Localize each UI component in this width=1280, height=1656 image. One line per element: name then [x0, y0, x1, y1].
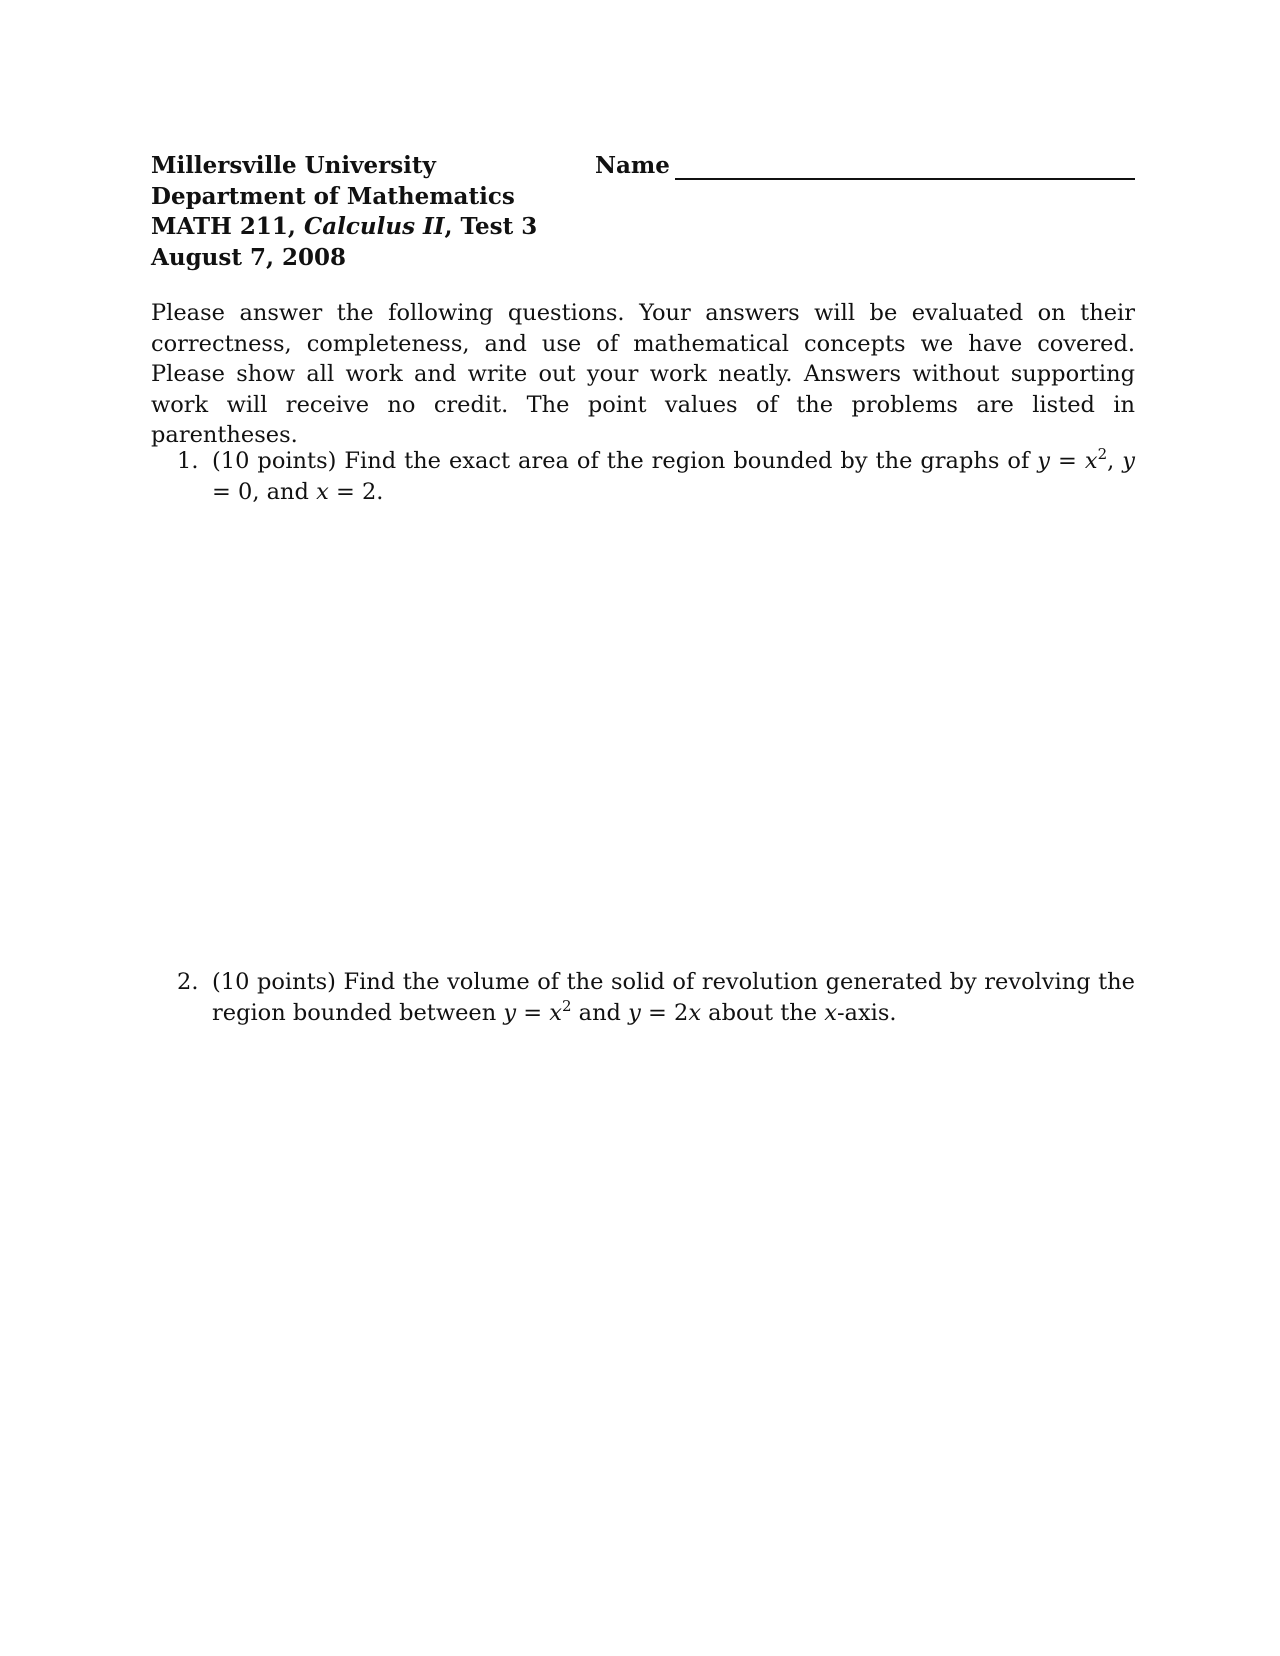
problem-text-part: (10 points) Find the exact area of the region bounded by the graphs of — [212, 448, 1038, 474]
math-operator: = 0, — [212, 478, 260, 505]
problem-number: 1. — [177, 448, 199, 474]
problem-text-part: about the — [701, 999, 825, 1026]
name-label: Name — [595, 152, 670, 179]
math-variable: y — [628, 999, 641, 1026]
math-exponent: 2 — [561, 996, 572, 1015]
math-variable: x — [824, 999, 837, 1026]
math-variable: x — [316, 478, 329, 505]
math-operator: = — [516, 999, 550, 1026]
course-line — [151, 212, 591, 243]
exam-header — [151, 151, 591, 273]
problem-text-part: and — [259, 478, 317, 505]
math-variable: x — [688, 999, 702, 1026]
problem-2 — [151, 967, 1135, 1028]
problem-text — [212, 446, 1135, 507]
exam-date: August 7, 2008 — [151, 243, 346, 271]
math-operator: = 2 — [640, 999, 689, 1026]
course-prefix: MATH 211, — [151, 213, 304, 240]
problem-1 — [151, 446, 1135, 507]
problem-text-part: and — [571, 999, 629, 1026]
math-variable: x — [1084, 448, 1098, 474]
instructions-paragraph: Please answer the following questions. Your answers will be evaluated on their correctness, completeness, and use of mathematical concepts we have covered. Please show all work and write out your work neatly. Answers without supporting work will receive no credit. The point values of the problems are listed in parentheses. — [151, 300, 1135, 448]
math-exponent: 2 — [1097, 445, 1108, 463]
math-variable: x — [549, 999, 562, 1026]
math-variable: y — [1122, 448, 1135, 474]
math-variable: y — [503, 999, 517, 1026]
problem-text-part: (10 points) Find the volume of the solid of revolution generated by revolving the region bounded between — [212, 969, 1135, 1026]
department-name: Department of Mathematics — [151, 182, 515, 210]
problem-text — [212, 967, 1135, 1028]
problem-number: 2. — [177, 969, 199, 995]
name-blank-line[interactable] — [675, 178, 1135, 180]
math-operator: = — [1050, 448, 1085, 474]
math-operator: = 2. — [328, 478, 384, 505]
problem-text-part: -axis. — [836, 999, 897, 1026]
university-name: Millersville University — [151, 152, 436, 179]
math-variable: y — [1037, 448, 1050, 474]
name-field[interactable] — [595, 151, 1135, 183]
course-title: Calculus II — [303, 213, 445, 240]
math-separator: , — [1107, 448, 1123, 474]
course-suffix: , Test 3 — [444, 213, 538, 240]
